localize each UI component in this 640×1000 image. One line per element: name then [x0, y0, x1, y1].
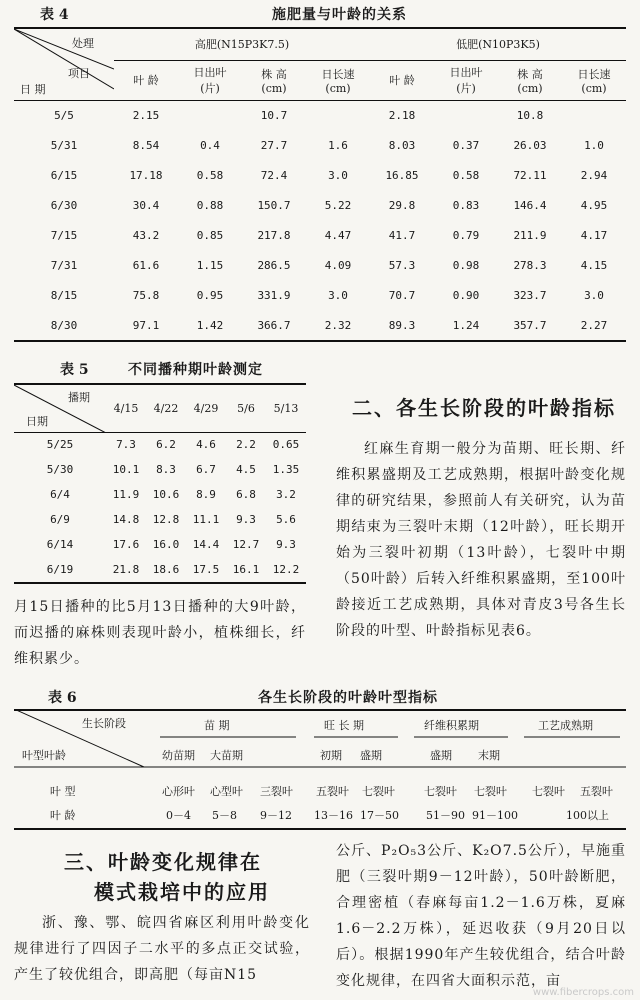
table4-cell: 2.94 — [580, 168, 608, 182]
table-row — [14, 507, 306, 532]
table4-title: 施肥量与叶龄的关系 — [272, 7, 407, 23]
table5-title: 不同播种期叶龄测定 — [128, 362, 263, 378]
table-row — [14, 557, 306, 582]
table4-col-header — [114, 60, 178, 100]
watermark: www.fibercrops.com — [532, 987, 634, 998]
table4-cell: 2.15 — [132, 108, 160, 122]
table4-corner — [14, 28, 114, 100]
table-row — [14, 432, 306, 457]
table5-cell: 12.8 — [152, 513, 180, 526]
table6-sub-1: 大苗期 — [210, 749, 243, 762]
table-row — [14, 100, 626, 130]
table4-cell — [178, 100, 242, 130]
table5-cell: 11.1 — [192, 513, 220, 526]
table4-date-cell: 8/15 — [50, 288, 78, 302]
table6-age-6: 91－100 — [472, 809, 518, 822]
table4-cell: 89.3 — [388, 318, 416, 332]
table4-cell: 61.6 — [132, 258, 160, 272]
table4-cell — [434, 100, 498, 130]
table4-number: 表 4 — [40, 7, 69, 23]
table5-corner — [14, 384, 106, 432]
table5-cell: 14.8 — [112, 513, 140, 526]
table6 — [14, 709, 626, 831]
table6-age-1: 5－8 — [212, 809, 237, 822]
left-paragraph: 月15日播种的比5月13日播种的大9叶龄，而迟播的麻株则表现叶龄小，植株细长，纤维积累少。 — [14, 599, 306, 667]
table4-col-header — [370, 60, 434, 100]
table4-cell — [562, 100, 626, 130]
table4-cell: 0.58 — [452, 168, 480, 182]
table6-type-6: 七裂叶 — [474, 785, 507, 798]
table5-cell: 10.1 — [112, 463, 140, 476]
table-row — [14, 160, 626, 190]
table5-cell: 5.6 — [276, 513, 296, 526]
table-row — [14, 310, 626, 340]
table5-cell: 17.5 — [192, 563, 220, 576]
table4-col-header — [562, 60, 626, 100]
table4-date-cell: 5/5 — [54, 108, 74, 122]
table4-corner-top: 处理 — [72, 37, 94, 50]
table4-cell: 4.09 — [324, 258, 352, 272]
table4-cell: 10.8 — [516, 108, 544, 122]
table-row — [14, 190, 626, 220]
section3-heading-line1: 三、叶龄变化规律在 — [64, 850, 262, 874]
section2-heading: 二、各生长阶段的叶龄指标 — [352, 396, 616, 420]
table4-group-high: 高肥(N15P3K7.5) — [114, 28, 370, 60]
table4-cell: 3.0 — [328, 168, 348, 182]
table4-cell: 0.88 — [196, 198, 224, 212]
table6-age-0: 0－4 — [166, 809, 191, 822]
table6-type-5: 七裂叶 — [424, 785, 457, 798]
table5-cell: 16.0 — [152, 538, 180, 551]
table4-cell: 8.03 — [388, 138, 416, 152]
table4-cell: 2.32 — [324, 318, 352, 332]
table6-age-3: 13－16 — [314, 809, 353, 822]
table6-type-4: 七裂叶 — [362, 785, 395, 798]
table4-cell: 72.11 — [513, 168, 547, 182]
table6-type-3: 五裂叶 — [316, 785, 349, 798]
table5-cell: 17.6 — [112, 538, 140, 551]
table4-col-header-line1: 株 高 — [517, 67, 543, 81]
table5-cell: 7.3 — [116, 438, 136, 452]
table4-cell: 27.7 — [260, 138, 288, 152]
table4-cell: 75.8 — [132, 288, 160, 302]
table4-group-low: 低肥(N10P3K5) — [370, 28, 626, 60]
table4-cell: 323.7 — [513, 288, 547, 302]
table4-cell: 72.4 — [260, 168, 288, 182]
table4-cell: 10.7 — [260, 108, 288, 122]
table4-cell: 2.27 — [580, 318, 608, 332]
table4-date-cell: 7/31 — [50, 258, 78, 272]
table4-col-header-line1: 株 高 — [261, 67, 287, 81]
table5-cell: 18.6 — [152, 563, 180, 576]
table5-cell: 10.6 — [152, 488, 180, 501]
table4-date-cell: 5/31 — [50, 138, 78, 152]
section3-paragraph-right: 公斤、P₂O₅3公斤、K₂O7.5公斤），早施重肥（三裂叶期9－12叶龄），50叶龄断肥，合理密植（春麻每亩1.2－1.6万株，夏麻1.6－2.2万株），延迟收获（9月20日以后）。根据1990年产生较优组合，结合叶龄变化规律，在四省大面积示范，亩 — [336, 843, 626, 989]
table6-sub-5: 末期 — [478, 749, 500, 762]
table4-col-header-line2: (片) — [200, 82, 220, 95]
table4-cell: 4.15 — [580, 258, 608, 272]
table4-col-header-line2: (cm) — [581, 81, 607, 95]
table6-type-0: 心形叶 — [162, 785, 195, 798]
table5 — [14, 383, 306, 584]
table4-corner-bottom: 日 期 — [20, 83, 46, 96]
table4-cell: 43.2 — [132, 228, 160, 242]
table4-corner-mid: 项目 — [68, 67, 90, 80]
table4-cell: 29.8 — [388, 198, 416, 212]
table5-cell: 3.2 — [276, 488, 296, 501]
table5-cell: 8.3 — [156, 463, 176, 476]
table4-cell: 4.47 — [324, 228, 352, 242]
table5-date-cell: 6/4 — [50, 488, 70, 501]
table4-col-header — [498, 60, 562, 100]
table4-cell: 1.0 — [584, 138, 604, 152]
table6-corner-bottom: 叶型叶龄 — [22, 749, 66, 762]
table4-col-header — [178, 60, 242, 100]
table4-cell: 211.9 — [513, 228, 547, 242]
table4-cell: 0.98 — [452, 258, 480, 272]
table6-title: 各生长阶段的叶龄叶型指标 — [258, 690, 438, 706]
table4-cell: 357.7 — [513, 318, 547, 332]
table5-cell: 16.1 — [232, 563, 260, 576]
table4-cell: 57.3 — [388, 258, 416, 272]
table4-cell: 1.42 — [196, 318, 224, 332]
table5-cell: 8.9 — [196, 488, 216, 501]
table6-stage-mature: 工艺成熟期 — [538, 719, 593, 732]
table5-cell: 6.7 — [196, 463, 216, 476]
table4-cell: 0.85 — [196, 228, 224, 242]
table5-cell: 21.8 — [112, 563, 140, 576]
table4-cell: 286.5 — [257, 258, 291, 272]
table-row — [14, 130, 626, 160]
table4-cell: 1.6 — [328, 138, 348, 152]
table4-cell: 0.79 — [452, 228, 480, 242]
table4-cell: 5.22 — [324, 198, 352, 212]
table6-corner-top: 生长阶段 — [82, 717, 126, 730]
table5-cell: 1.35 — [272, 463, 300, 476]
table5-corner-bottom: 日期 — [26, 415, 48, 428]
table4-cell: 0.37 — [452, 138, 480, 152]
table-row — [14, 532, 306, 557]
table5-cell: 6.8 — [236, 488, 256, 501]
table6-row-type-label: 叶 型 — [50, 785, 76, 798]
table6-age-2: 9－12 — [260, 809, 292, 822]
table6-row-age-label: 叶 龄 — [50, 809, 76, 822]
table5-cell: 9.3 — [276, 538, 296, 551]
table5-cell: 9.3 — [236, 513, 256, 526]
table4-cell: 2.18 — [388, 108, 416, 122]
table6-sub-4: 盛期 — [430, 749, 452, 762]
table4-cell: 97.1 — [132, 318, 160, 332]
table4-col-header-line2: (片) — [456, 82, 476, 95]
table4-col-header-line2: (cm) — [517, 81, 543, 95]
table6-age-5: 51－90 — [426, 809, 465, 822]
table5-cell: 6.2 — [156, 438, 176, 452]
table4 — [14, 27, 626, 342]
table5-cell: 4.6 — [196, 438, 216, 452]
table5-col-header: 4/29 — [186, 384, 226, 432]
table6-type-7: 七裂叶 — [532, 785, 565, 798]
table-row — [14, 457, 306, 482]
table6-number: 表 6 — [48, 690, 77, 706]
table6-type-8: 五裂叶 — [580, 785, 613, 798]
table4-cell: 16.85 — [385, 168, 419, 182]
table4-cell: 278.3 — [513, 258, 547, 272]
table5-cell: 12.7 — [232, 538, 260, 551]
table4-cell: 0.58 — [196, 168, 224, 182]
table4-col-header-line2: (cm) — [261, 81, 287, 95]
table6-sub-3: 盛期 — [360, 749, 382, 762]
table6-stage-vigorous: 旺 长 期 — [324, 719, 364, 732]
table6-stage-fiber: 纤维积累期 — [424, 719, 479, 732]
table6-type-1: 心型叶 — [210, 785, 243, 798]
table6-stage-seedling: 苗 期 — [204, 719, 230, 732]
table4-cell: 26.03 — [513, 138, 547, 152]
table4-col-header-line1: 叶 龄 — [389, 74, 415, 87]
table4-date-cell: 8/30 — [50, 318, 78, 332]
table4-cell: 150.7 — [257, 198, 291, 212]
table4-col-header-line1: 日出叶 — [193, 66, 227, 79]
table4-cell: 3.0 — [328, 288, 348, 302]
table6-sub-2: 初期 — [320, 749, 342, 762]
table5-cell: 2.2 — [236, 438, 256, 452]
table4-cell — [306, 100, 370, 130]
table-row — [14, 220, 626, 250]
table5-cell: 0.65 — [272, 438, 300, 452]
table5-cell: 14.4 — [192, 538, 220, 551]
section3-paragraph-left: 浙、豫、鄂、皖四省麻区利用叶龄变化规律进行了四因子二水平的多点正交试验，产生了较优组合，即高肥（每亩N15 — [14, 915, 310, 983]
table4-col-header-line1: 日长速 — [577, 67, 611, 81]
table-row — [14, 280, 626, 310]
table5-date-cell: 6/14 — [46, 538, 74, 551]
table5-date-cell: 6/19 — [46, 563, 74, 576]
table4-cell: 0.4 — [200, 138, 220, 152]
table4-cell: 4.95 — [580, 198, 608, 212]
table-row — [14, 482, 306, 507]
table5-col-header: 5/6 — [226, 384, 266, 432]
table4-cell: 217.8 — [257, 228, 291, 242]
table6-age-7: 100以上 — [566, 809, 609, 822]
table4-cell: 366.7 — [257, 318, 291, 332]
table4-cell: 1.24 — [452, 318, 480, 332]
table4-cell: 0.95 — [196, 288, 224, 302]
table4-cell: 1.15 — [196, 258, 224, 272]
table4-cell: 331.9 — [257, 288, 291, 302]
table4-cell: 3.0 — [584, 288, 604, 302]
table4-col-header-line1: 叶 龄 — [133, 74, 159, 87]
table5-date-cell: 6/9 — [50, 513, 70, 526]
table5-cell: 4.5 — [236, 463, 256, 476]
table5-corner-top: 播期 — [68, 391, 90, 404]
table4-cell: 30.4 — [132, 198, 160, 212]
table4-col-header — [434, 60, 498, 100]
table4-date-cell: 6/30 — [50, 198, 78, 212]
table4-col-header — [242, 60, 306, 100]
table4-cell: 0.90 — [452, 288, 480, 302]
table5-cell: 12.2 — [272, 563, 300, 576]
section2-paragraph: 红麻生育期一般分为苗期、旺长期、纤维积累盛期及工艺成熟期，根据叶龄变化规律的研究结果，参照前人有关研究，认为苗期结束为三裂叶末期（12叶龄），旺长期开始为三裂叶初期（13叶龄），七裂叶中期（50叶龄）后转入纤维积累盛期，至100叶龄接近工艺成熟期，具体对青皮3号各生长阶段的叶型、叶龄指标见表6。 — [336, 441, 626, 639]
table5-date-cell: 5/30 — [46, 463, 74, 476]
table5-col-header: 4/15 — [106, 384, 146, 432]
table5-number: 表 5 — [60, 362, 89, 378]
table5-col-header: 4/22 — [146, 384, 186, 432]
table4-cell: 0.83 — [452, 198, 480, 212]
table4-cell: 146.4 — [513, 198, 547, 212]
table4-col-header-line2: (cm) — [325, 81, 351, 95]
table4-date-cell: 6/15 — [50, 168, 78, 182]
table4-cell: 4.17 — [580, 228, 608, 242]
section3-heading-line2: 模式栽培中的应用 — [94, 880, 270, 904]
table5-date-cell: 5/25 — [46, 438, 74, 452]
table4-cell: 17.18 — [129, 168, 163, 182]
table4-cell: 70.7 — [388, 288, 416, 302]
table4-col-header — [306, 60, 370, 100]
table4-cell: 8.54 — [132, 138, 160, 152]
table5-col-header: 5/13 — [266, 384, 306, 432]
table4-col-header-line1: 日长速 — [321, 67, 355, 81]
table5-cell: 11.9 — [112, 488, 140, 501]
table-row — [14, 250, 626, 280]
table6-sub-0: 幼苗期 — [162, 749, 195, 762]
table4-col-header-line1: 日出叶 — [449, 66, 483, 79]
table4-date-cell: 7/15 — [50, 228, 78, 242]
table6-type-2: 三裂叶 — [260, 785, 293, 798]
table6-age-4: 17－50 — [360, 809, 399, 822]
table4-cell: 41.7 — [388, 228, 416, 242]
